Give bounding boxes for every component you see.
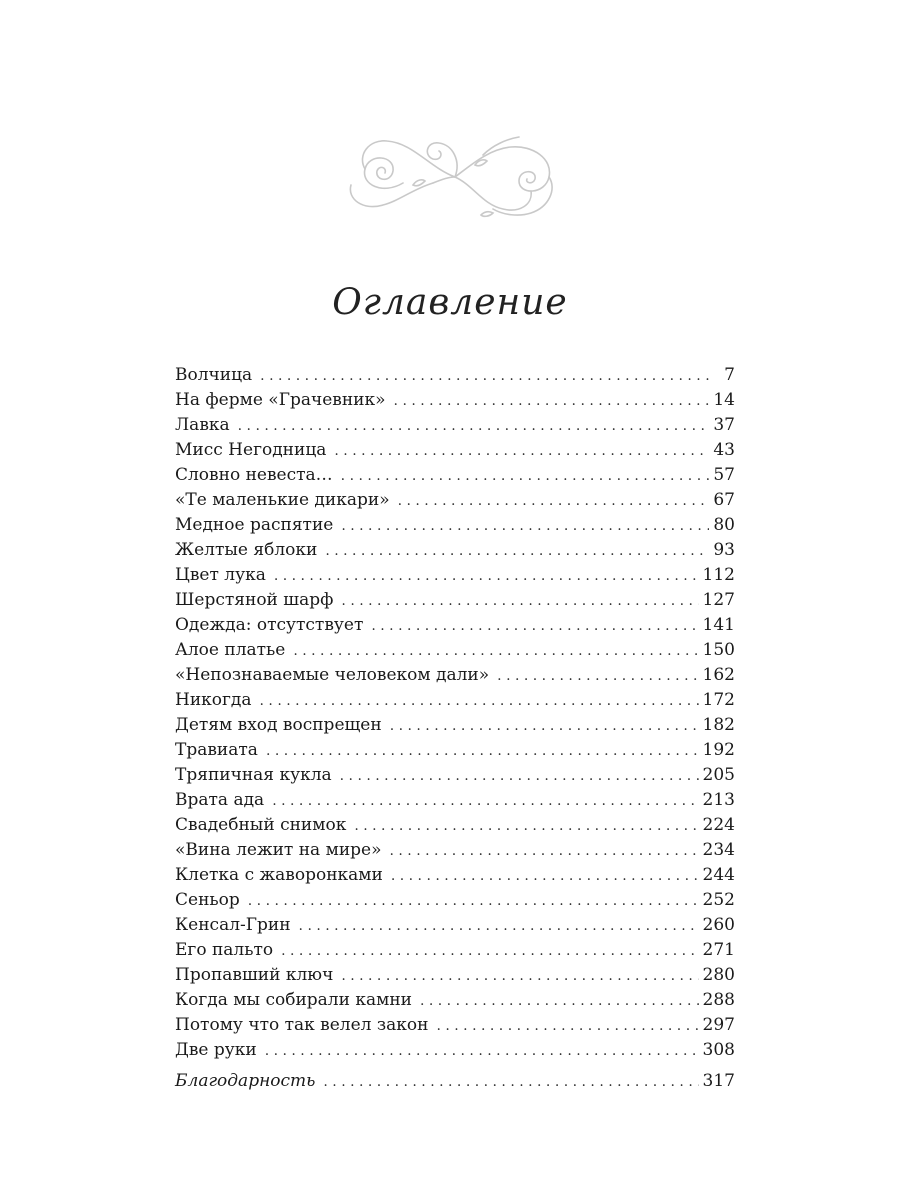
toc-entry-label: Благодарность [175, 1071, 316, 1091]
toc-entry-label: Шерстяной шарф [175, 590, 334, 610]
leader-dots [341, 964, 698, 989]
toc-entry-page: 162 [702, 665, 735, 685]
toc-entry [175, 663, 735, 688]
leader-dots [497, 664, 698, 689]
leader-dots [265, 1039, 699, 1064]
toc-entry-label: Тряпичная кукла [175, 765, 332, 785]
leader-dots [436, 1014, 698, 1039]
toc-entry-page: 234 [702, 840, 735, 860]
toc-entry [175, 838, 735, 863]
toc-entry-page: 57 [713, 465, 735, 485]
toc-entry [175, 388, 735, 413]
toc-entry-label: Словно невеста… [175, 465, 333, 485]
page-title: Оглавление [332, 282, 568, 323]
toc-entry [175, 813, 735, 838]
leader-dots [299, 914, 699, 939]
leader-dots [340, 764, 699, 789]
leader-dots [274, 564, 699, 589]
leader-dots [325, 539, 709, 564]
toc-entry-page: 297 [702, 1015, 735, 1035]
toc-entry [175, 888, 735, 913]
toc-entry-page: 67 [713, 490, 735, 510]
toc-entry-label: Клетка с жаворонками [175, 865, 383, 885]
toc-entry-label: «Те маленькие дикари» [175, 490, 390, 510]
toc-entry-page: 141 [702, 615, 735, 635]
toc-entry-page: 43 [713, 440, 735, 460]
toc-entry-label: Потому что так велел закон [175, 1015, 429, 1035]
toc-entry-page: 112 [702, 565, 735, 585]
toc-entry-page: 252 [702, 890, 735, 910]
leader-dots [266, 739, 699, 764]
toc-entry-page: 192 [702, 740, 735, 760]
toc-entry [175, 638, 735, 663]
leader-dots [341, 464, 710, 489]
toc-entry [175, 513, 735, 538]
toc-entry-label: Врата ада [175, 790, 265, 810]
toc-entry [175, 1013, 735, 1038]
toc-entry-label: Пропавший ключ [175, 965, 334, 985]
leader-dots [238, 414, 710, 439]
toc-entry [175, 588, 735, 613]
toc-entry-label: Сеньор [175, 890, 240, 910]
toc-entry-page: 317 [702, 1071, 735, 1091]
toc-entry-page: 182 [702, 715, 735, 735]
toc-entry [175, 538, 735, 563]
flourish-ornament-icon [343, 125, 567, 225]
table-of-contents [175, 363, 735, 1094]
toc-entry-label: «Вина лежит на мире» [175, 840, 382, 860]
leader-dots [293, 639, 698, 664]
toc-entry-page: 172 [702, 690, 735, 710]
leader-dots [248, 889, 699, 914]
leader-dots [323, 1070, 698, 1095]
toc-entry [175, 938, 735, 963]
leader-dots [334, 439, 709, 464]
leader-dots [272, 789, 698, 814]
toc-entry [175, 613, 735, 638]
toc-entry-label: Никогда [175, 690, 252, 710]
toc-entry-page: 280 [702, 965, 735, 985]
toc-entry [175, 438, 735, 463]
toc-entry-label: Две руки [175, 1040, 257, 1060]
toc-entry-page: 37 [713, 415, 735, 435]
toc-entry-acknowledgments [175, 1069, 735, 1094]
toc-entry-label: На ферме «Грачевник» [175, 390, 386, 410]
toc-entry-page: 244 [702, 865, 735, 885]
toc-entry-page: 271 [702, 940, 735, 960]
toc-entry-label: Желтые яблоки [175, 540, 318, 560]
leader-dots [341, 589, 698, 614]
leader-dots [341, 514, 709, 539]
toc-entry-page: 260 [702, 915, 735, 935]
toc-entry-page: 205 [702, 765, 735, 785]
leader-dots [281, 939, 698, 964]
toc-entry-page: 224 [702, 815, 735, 835]
toc-entry-page: 308 [702, 1040, 735, 1060]
toc-entry-label: Когда мы собирали камни [175, 990, 412, 1010]
toc-entry [175, 463, 735, 488]
leader-dots [354, 814, 698, 839]
leader-dots [260, 689, 699, 714]
toc-entry-page: 127 [702, 590, 735, 610]
toc-entry-label: Детям вход воспрещен [175, 715, 382, 735]
toc-entry [175, 363, 735, 388]
leader-dots [260, 364, 711, 389]
toc-entry-page: 288 [702, 990, 735, 1010]
toc-entry-label: Травиата [175, 740, 258, 760]
toc-entry-page: 80 [713, 515, 735, 535]
toc-entry-label: Мисс Негодница [175, 440, 327, 460]
toc-entry-label: Кенсал-Грин [175, 915, 291, 935]
toc-entry [175, 488, 735, 513]
toc-entry [175, 713, 735, 738]
toc-entry-page: 213 [702, 790, 735, 810]
leader-dots [390, 714, 699, 739]
leader-dots [398, 489, 710, 514]
leader-dots [371, 614, 698, 639]
toc-entry [175, 763, 735, 788]
toc-entry [175, 688, 735, 713]
toc-entry [175, 1038, 735, 1063]
leader-dots [391, 864, 699, 889]
toc-entry [175, 738, 735, 763]
toc-entry-label: Одежда: отсутствует [175, 615, 364, 635]
toc-entry [175, 963, 735, 988]
toc-entry-label: Алое платье [175, 640, 286, 660]
toc-entry-label: Цвет лука [175, 565, 266, 585]
toc-entry-label: Волчица [175, 365, 253, 385]
toc-entry [175, 913, 735, 938]
leader-dots [420, 989, 699, 1014]
toc-entry [175, 988, 735, 1013]
toc-entry-page: 7 [724, 365, 735, 385]
leader-dots [394, 389, 710, 414]
toc-entry-label: «Непознаваемые человеком дали» [175, 665, 490, 685]
toc-entry-label: Свадебный снимок [175, 815, 347, 835]
toc-entry-page: 150 [702, 640, 735, 660]
toc-entry [175, 788, 735, 813]
toc-entry [175, 863, 735, 888]
toc-entry-label: Его пальто [175, 940, 274, 960]
toc-entry-label: Лавка [175, 415, 230, 435]
toc-entry [175, 563, 735, 588]
leader-dots [390, 839, 699, 864]
toc-entry [175, 413, 735, 438]
toc-entry-page: 14 [713, 390, 735, 410]
toc-entry-label: Медное распятие [175, 515, 334, 535]
toc-entry-page: 93 [713, 540, 735, 560]
